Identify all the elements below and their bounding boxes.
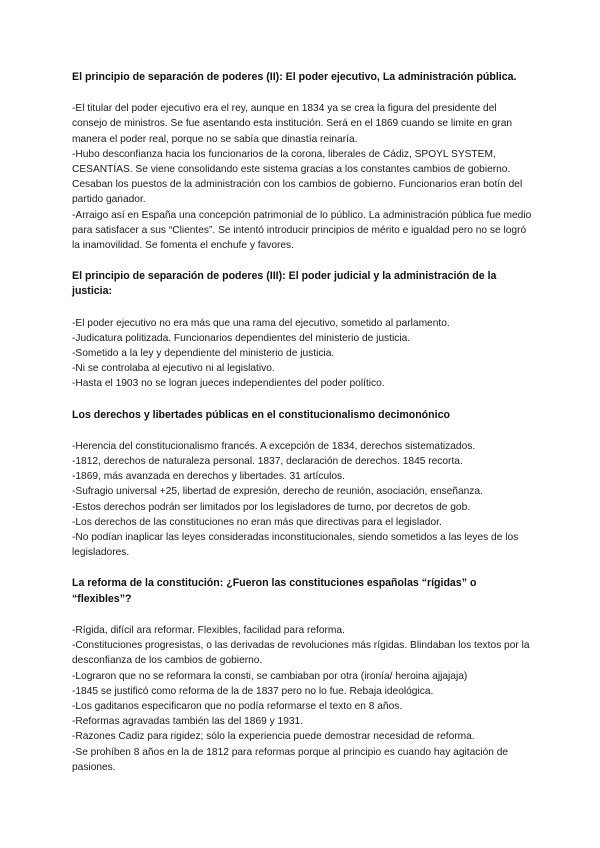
paragraph: -Hubo desconfianza hacia los funcionarios de la corona, liberales de Cádiz, SPOYL SYSTEM, CESANTÍAS. Se viene consolidando este sistema gracias a los constantes cambios de gobierno. Cesaban los puestos de la administración con los cambios de gobierno. Funcionarios eran botín del partido ganador. <box>72 148 523 206</box>
paragraph: -Judicatura politizada. Funcionarios dependientes del ministerio de justicia. <box>72 332 411 344</box>
paragraph: -Se prohíben 8 años en la de 1812 para reformas porque al principio es cuando hay agitación de pasiones. <box>72 746 509 773</box>
paragraph: -Sometido a la ley y dependiente del ministerio de justicia. <box>72 348 335 360</box>
paragraph: -Arraigo así en España una concepción patrimonial de lo público. La administración pública fue medio para satisfacer a sus “Clientes”. Se intentó introducir principios de mérito e igualdad pero no se logró la inamovilidad. Se fomenta el enchufe y favores. <box>72 209 532 252</box>
section-poder-ejecutivo <box>72 70 532 253</box>
paragraph: -Los derechos de las constituciones no eran más que directivas para el legislador. <box>72 516 442 528</box>
section-heading: La reforma de la constitución: ¿Fueron las constituciones españolas “rígidas” o “flexibles”? <box>72 577 477 605</box>
paragraph: -Herencia del constitucionalismo francés. A excepción de 1834, derechos sistematizados. <box>72 440 476 452</box>
paragraph: -1869, más avanzada en derechos y libertades. 31 artículos. <box>72 471 345 483</box>
paragraph: -Reformas agravadas también las del 1869 y 1931. <box>72 716 304 728</box>
paragraph: -Sufragio universal +25, libertad de expresión, derecho de reunión, asociación, enseñanza. <box>72 486 483 498</box>
paragraph: -El titular del poder ejecutivo era el rey, aunque en 1834 ya se crea la figura del presidente del consejo de ministros. Se fue asentando esta institución. Será en el 1869 cuando se limite en gran manera el poder real, porque no se sabía que dinastía reinaría. <box>72 103 513 145</box>
paragraph: -Estos derechos podrán ser limitados por los legisladores de turno, por decretos de gob. <box>72 501 471 513</box>
paragraph: -No podían inaplicar las leyes consideradas inconstitucionales, siendo sometidos a las leyes de los legisladores. <box>72 532 519 559</box>
section-heading: El principio de separación de poderes (II): El poder ejecutivo, La administración pública. <box>72 71 517 83</box>
paragraph: -Constituciones progresistas, o las derivadas de revoluciones más rígidas. Blindaban los textos por la desconfianza de los cambios de gobierno. <box>72 640 530 667</box>
paragraph: -1845 se justificó como reforma de la de 1837 pero no lo fue. Rebaja ideológica. <box>72 685 434 697</box>
paragraph: -Ni se controlaba al ejecutivo ni al legislativo. <box>72 363 275 375</box>
document-body <box>72 70 532 791</box>
section-heading: El principio de separación de poderes (III): El poder judicial y la administración de la justicia: <box>72 270 497 298</box>
paragraph: -Razones Cadiz para rigidez; sólo la experiencia puede demostrar necesidad de reforma. <box>72 731 475 743</box>
paragraph: -1812, derechos de naturaleza personal. 1837, declaración de derechos. 1845 recorta. <box>72 456 463 468</box>
section-reforma-constitucion <box>72 576 532 774</box>
paragraph: -Los gaditanos especificaron que no podía reformarse el texto en 8 años. <box>72 700 403 712</box>
paragraph: -Hasta el 1903 no se logran jueces independientes del poder político. <box>72 378 385 390</box>
paragraph: -Lograron que no se reformara la consti, se cambiaban por otra (ironía/ heroina ajjajaja) <box>72 670 468 682</box>
paragraph: -El poder ejecutivo no era más que una rama del ejecutivo, sometido al parlamento. <box>72 317 450 329</box>
section-heading: Los derechos y libertades públicas en el constitucionalismo decimonónico <box>72 408 450 421</box>
paragraph: -Rígida, difícil ara reformar. Flexibles, facilidad para reforma. <box>72 624 345 636</box>
section-derechos-libertades <box>72 408 532 561</box>
section-poder-judicial <box>72 269 532 391</box>
